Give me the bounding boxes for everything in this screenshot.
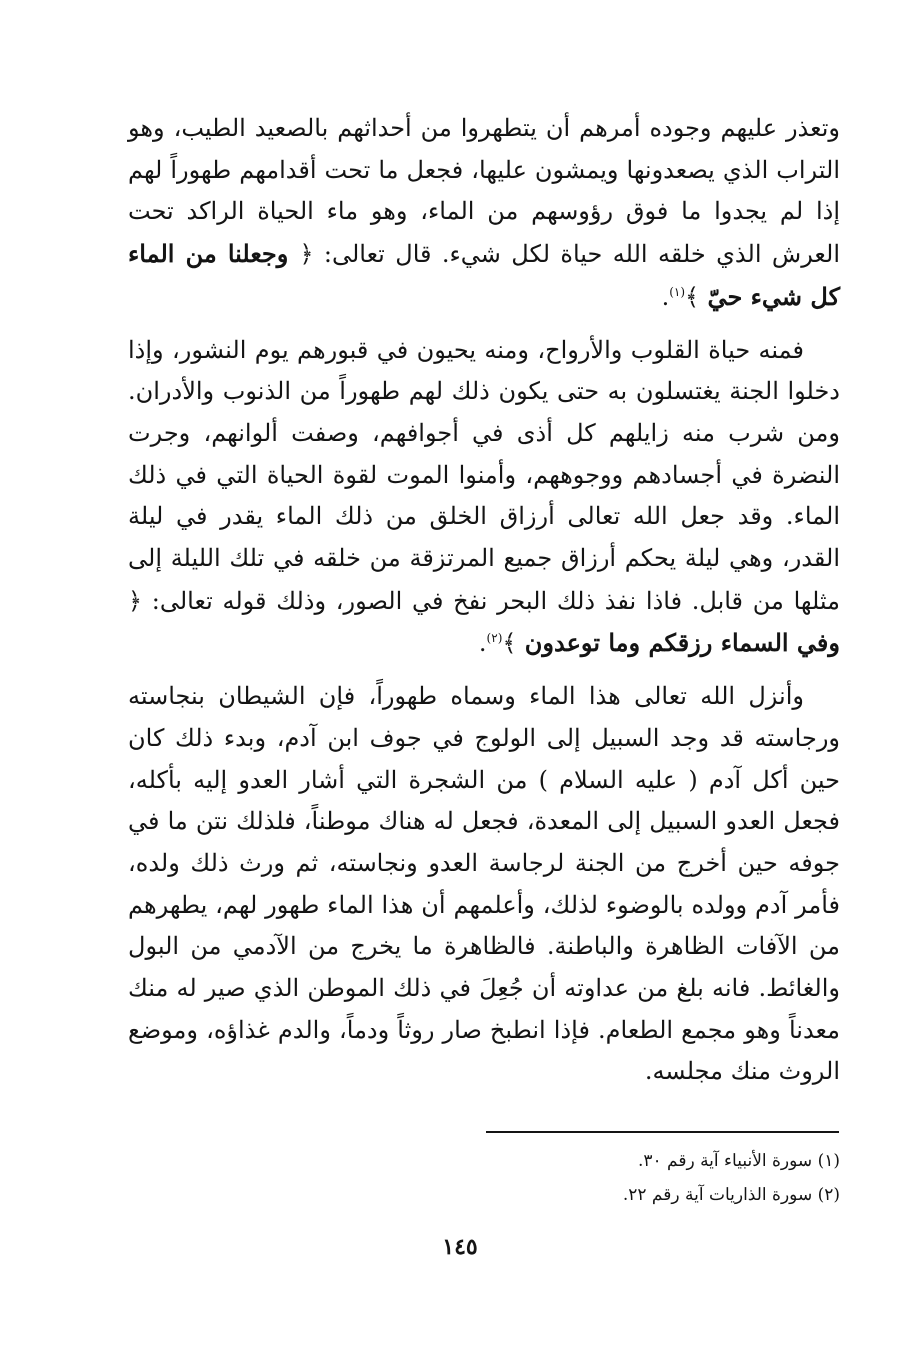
paragraph-1-text: وتعذر عليهم وجوده أمرهم أن يتطهروا من أحداثهم بالصعيد الطيب، وهو التراب الذي يصعدونها ويمشون عليها، فجعل ما تحت أقدامهم طهوراً لهم إذا لم يجدوا ما فوق رؤوسهم من الماء، وهو ماء الحياة الراكد تحت العرش الذي خلقه الله حياة لكل شيء. قال تعالى:	[128, 114, 840, 269]
quran-quote-2: وفي السماء رزقكم وما توعدون	[516, 628, 840, 658]
paragraph-2-end: .	[478, 629, 487, 658]
body-text	[128, 108, 840, 1104]
footnote-ref-2: (٢)	[486, 631, 503, 646]
quran-bracket-close: ﴾	[685, 282, 700, 311]
paragraph-3-text: وأنزل الله تعالى هذا الماء وسماه طهوراً، فإن الشيطان بنجاسته ورجاسته قد وجد السبيل إلى الولوج في جوف ابن آدم، وبدء ذلك كان حين أكل آدم ( عليه السلام ) من الشجرة التي أشار العدو إليه بأكله، فجعل العدو السبيل إلى المعدة، فجعل له هناك موطناً، فلذلك نتن ما في جوفه حين أخرج من الجنة لرجاسة العدو ونجاسته، ثم ورث ذلك ولده، فأمر آدم وولده بالوضوء لذلك، وأعلمهم أن هذا الماء طهور لهم، يطهرهم من الآفات الظاهرة والباطنة. فالظاهرة ما يخرج من الآدمي من البول والغائط. فانه بلغ من عداوته أن جُعِلَ في ذلك الموطن الذي صير له منك معدناً وهو مجمع الطعام. فإذا انطبخ صار روثاً ودماً، والدم غذاؤه، وموضع الروث منك مجلسه.	[128, 682, 840, 1086]
quran-bracket-open: ﴿	[128, 586, 143, 615]
paragraph-1-end: .	[661, 282, 670, 311]
footnote-ref-1: (١)	[669, 284, 686, 299]
paragraph-2-text: فمنه حياة القلوب والأرواح، ومنه يحيون في قبورهم يوم النشور، وإذا دخلوا الجنة يغتسلون به حتى يكون ذلك لهم طهوراً من الذنوب والأدران. ومن شرب منه زايلهم كل أذى في أجوافهم، وصفت ألوانهم، وجرت النضرة في أجسادهم ووجوههم، وأمنوا الموت لقوة الحياة التي في ذلك الماء. وقد جعل الله تعالى أرزاق الخلق من ذلك الماء يقدر في ليلة القدر، وهي ليلة يحكم أرزاق جميع المرتزقة من خلقه في تلك الليلة إلى مثلها من قابل. فاذا نفذ ذلك البحر نفخ في الصور، وذلك قوله تعالى:	[128, 335, 840, 615]
footnote-2: (٢) سورة الذاريات آية رقم ٢٢.	[622, 1185, 840, 1205]
footnote-1: (١) سورة الأنبياء آية رقم ٣٠.	[637, 1151, 840, 1171]
page-number: ١٤٥	[442, 1234, 478, 1260]
quran-bracket-open: ﴿	[299, 240, 314, 269]
paragraph-3	[128, 676, 840, 1093]
quran-quote-1: وجعلنا من الماء كل شيء حيّ	[128, 239, 840, 311]
footnote-separator	[486, 1131, 839, 1133]
paragraph-2	[128, 330, 840, 666]
quran-bracket-close: ﴾	[502, 629, 517, 658]
paragraph-1	[128, 108, 840, 319]
footnotes	[420, 1144, 840, 1212]
